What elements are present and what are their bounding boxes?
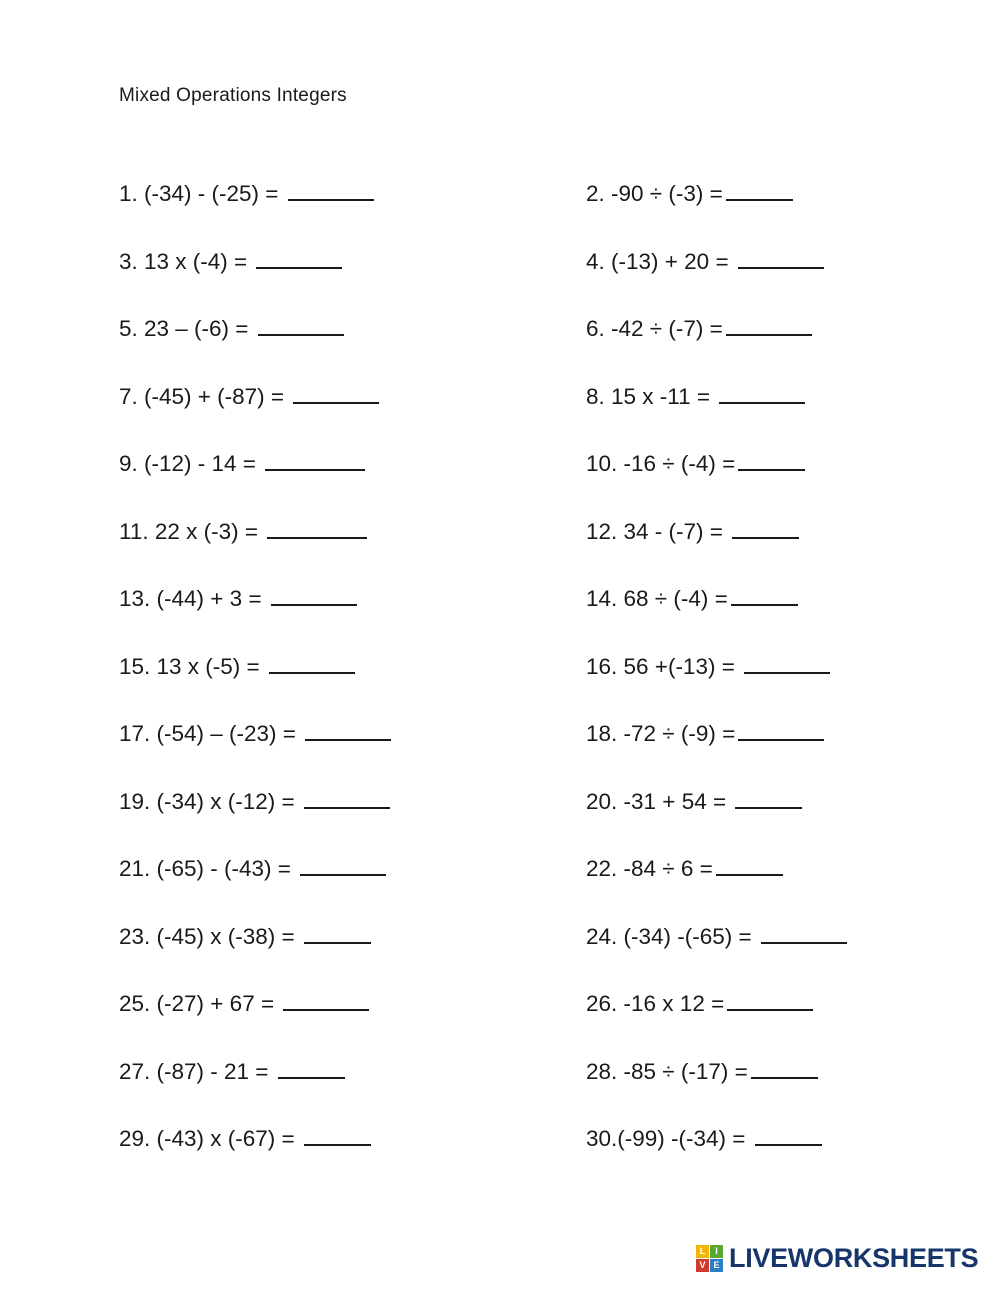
problem-item bbox=[0, 451, 736, 476]
problem-row bbox=[0, 653, 1000, 724]
problem-text: 19. (-34) x (-12) = bbox=[119, 788, 301, 814]
problem-row bbox=[0, 183, 1000, 251]
problem-item bbox=[0, 248, 735, 274]
problem-text: 18. -72 ÷ (-9) = bbox=[586, 721, 736, 746]
answer-blank[interactable] bbox=[738, 454, 805, 471]
problem-row bbox=[0, 723, 1000, 791]
answer-blank[interactable] bbox=[761, 927, 847, 944]
problem-text: 30.(-99) -(-34) = bbox=[586, 1126, 752, 1151]
problem-row bbox=[0, 318, 1000, 386]
problem-text: 23. (-45) x (-38) = bbox=[119, 923, 301, 949]
problem-row bbox=[0, 1128, 1000, 1196]
logo-letter-l: L bbox=[696, 1245, 709, 1258]
problem-text: 17. (-54) – (-23) = bbox=[119, 721, 303, 746]
problem-text: 4. (-13) + 20 = bbox=[586, 248, 735, 274]
problem-text: 11. 22 x (-3) = bbox=[119, 518, 265, 544]
problem-row bbox=[0, 588, 1000, 656]
problem-text: 20. -31 + 54 = bbox=[586, 788, 733, 814]
problem-item bbox=[0, 788, 733, 814]
answer-blank[interactable] bbox=[719, 387, 805, 404]
answer-blank[interactable] bbox=[731, 589, 798, 606]
problem-text: 26. -16 x 12 = bbox=[586, 991, 725, 1016]
problem-item bbox=[0, 653, 742, 679]
problem-text: 29. (-43) x (-67) = bbox=[119, 1126, 301, 1151]
problem-item bbox=[0, 383, 717, 409]
answer-blank[interactable] bbox=[732, 522, 799, 539]
problem-text: 22. -84 ÷ 6 = bbox=[586, 856, 713, 881]
problem-text: 25. (-27) + 67 = bbox=[119, 991, 281, 1016]
answer-blank[interactable] bbox=[738, 252, 824, 269]
problem-text: 24. (-34) -(-65) = bbox=[586, 923, 758, 949]
problem-item bbox=[0, 316, 723, 341]
problem-text: 14. 68 ÷ (-4) = bbox=[586, 586, 728, 611]
problem-row bbox=[0, 453, 1000, 521]
problem-text: 9. (-12) - 14 = bbox=[119, 451, 263, 476]
problem-list bbox=[0, 183, 1000, 1196]
problem-item bbox=[0, 181, 723, 206]
problem-text: 15. 13 x (-5) = bbox=[119, 653, 266, 679]
problem-text: 1. (-34) - (-25) = bbox=[119, 181, 285, 206]
problem-row bbox=[0, 858, 1000, 926]
answer-blank[interactable] bbox=[755, 1129, 822, 1146]
problem-text: 6. -42 ÷ (-7) = bbox=[586, 316, 723, 341]
problem-text: 28. -85 ÷ (-17) = bbox=[586, 1058, 748, 1084]
problem-text: 27. (-87) - 21 = bbox=[119, 1058, 275, 1084]
logo-mark-icon bbox=[696, 1245, 723, 1272]
logo-letter-i: I bbox=[710, 1245, 723, 1258]
problem-text: 10. -16 ÷ (-4) = bbox=[586, 451, 736, 476]
problem-text: 21. (-65) - (-43) = bbox=[119, 856, 298, 881]
liveworksheets-logo bbox=[696, 1243, 978, 1274]
problem-row bbox=[0, 993, 1000, 1061]
problem-row bbox=[0, 1058, 1000, 1129]
page-title: Mixed Operations Integers bbox=[119, 85, 347, 106]
answer-blank[interactable] bbox=[716, 859, 783, 876]
problem-row bbox=[0, 788, 1000, 859]
problem-text: 2. -90 ÷ (-3) = bbox=[586, 181, 723, 206]
answer-blank[interactable] bbox=[727, 994, 813, 1011]
answer-blank[interactable] bbox=[738, 724, 824, 741]
logo-letter-v: V bbox=[696, 1259, 709, 1272]
problem-row bbox=[0, 518, 1000, 589]
problem-item bbox=[0, 856, 713, 881]
problem-item bbox=[0, 518, 730, 544]
problem-row bbox=[0, 383, 1000, 454]
logo-letter-e: E bbox=[710, 1259, 723, 1272]
problem-item bbox=[0, 923, 758, 949]
answer-blank[interactable] bbox=[735, 792, 802, 809]
answer-blank[interactable] bbox=[726, 184, 793, 201]
problem-item bbox=[0, 1058, 748, 1084]
problem-row bbox=[0, 248, 1000, 319]
problem-row bbox=[0, 923, 1000, 994]
answer-blank[interactable] bbox=[751, 1062, 818, 1079]
problem-text: 16. 56 +(-13) = bbox=[586, 653, 742, 679]
problem-text: 12. 34 - (-7) = bbox=[586, 518, 730, 544]
answer-blank[interactable] bbox=[726, 319, 812, 336]
problem-item bbox=[0, 1126, 752, 1151]
answer-blank[interactable] bbox=[744, 657, 830, 674]
problem-text: 13. (-44) + 3 = bbox=[119, 586, 268, 611]
problem-text: 5. 23 – (-6) = bbox=[119, 316, 255, 341]
problem-text: 7. (-45) + (-87) = bbox=[119, 383, 291, 409]
problem-text: 8. 15 x -11 = bbox=[586, 383, 717, 409]
problem-item bbox=[0, 586, 728, 611]
logo-wordmark: LIVEWORKSHEETS bbox=[729, 1243, 979, 1273]
problem-text: 3. 13 x (-4) = bbox=[119, 248, 254, 274]
problem-item bbox=[0, 991, 725, 1016]
problem-item bbox=[0, 721, 736, 746]
